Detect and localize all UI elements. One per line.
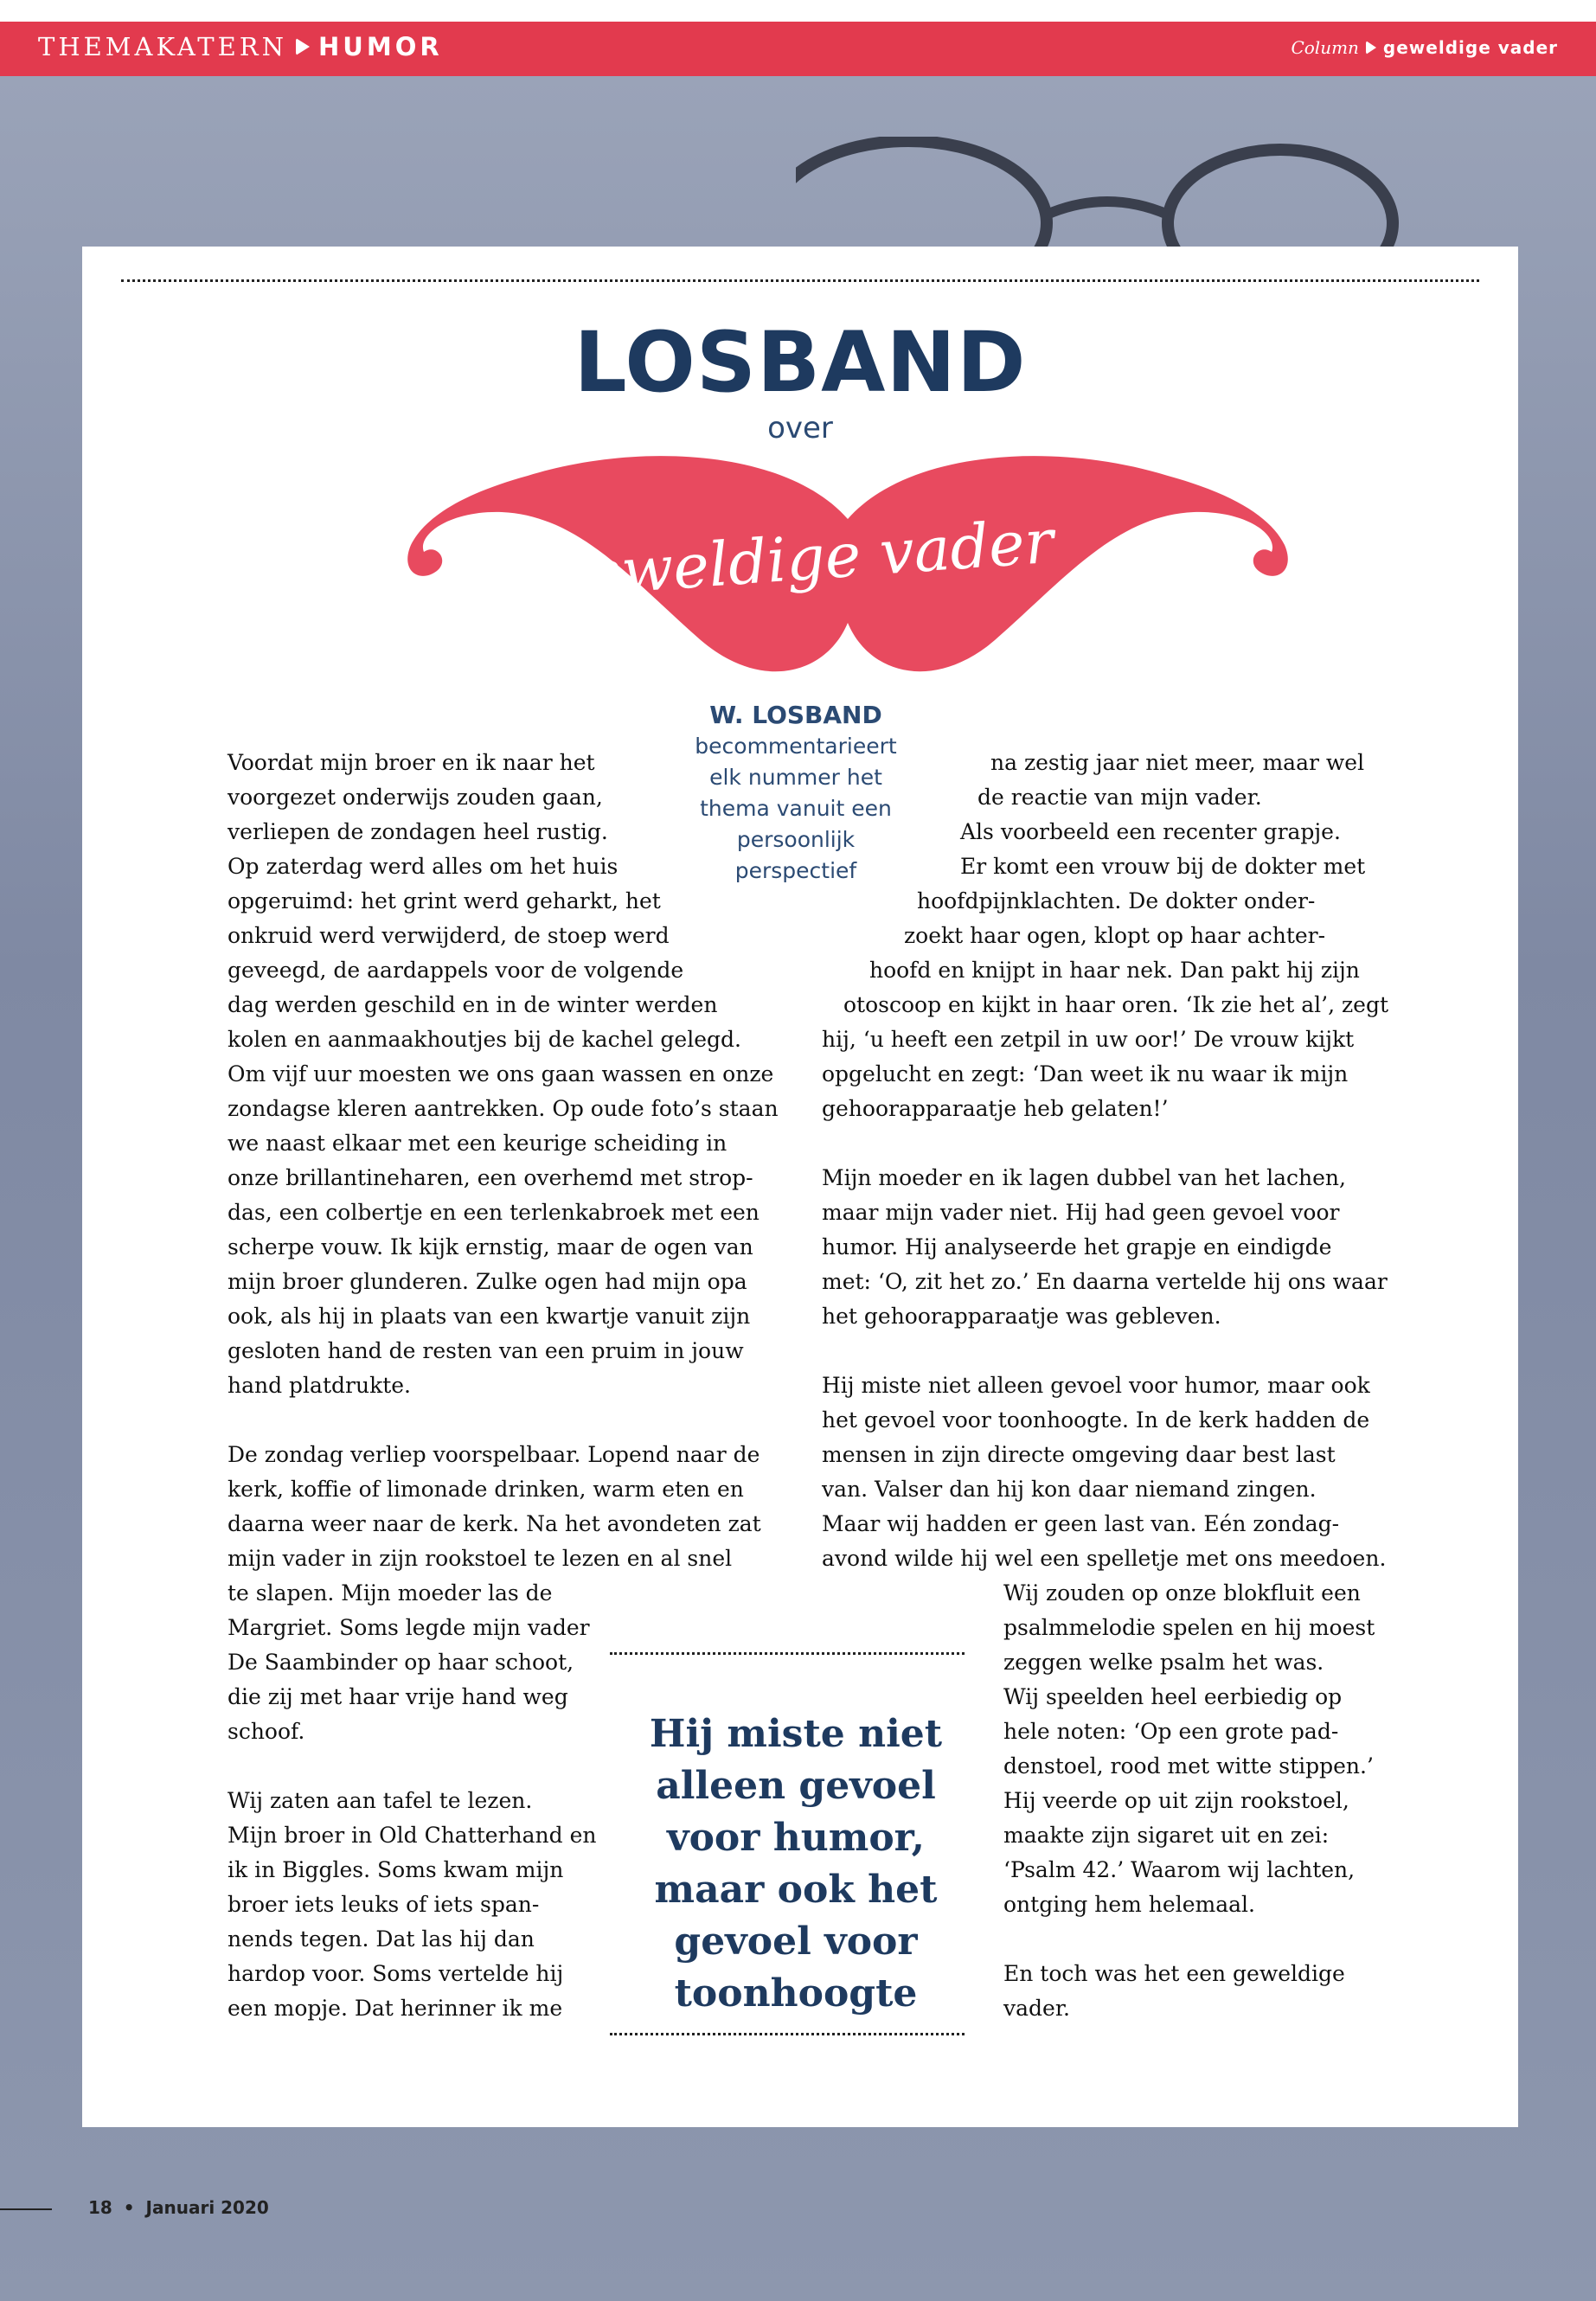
section-header-bar	[0, 22, 1596, 76]
body-text-line: de reactie van mijn vader.	[977, 785, 1262, 810]
body-text-line: Hij miste niet alleen gevoel voor humor, maar ook	[822, 1373, 1370, 1398]
body-text-line: na zestig jaar niet meer, maar wel	[990, 750, 1365, 775]
article-title: LOSBAND	[574, 314, 1027, 411]
paragraph-gap	[228, 1403, 779, 1438]
body-text-line: te slapen. Mijn moeder las de	[228, 1580, 553, 1606]
body-text-line: mijn vader in zijn rookstoel te lezen en al snel	[228, 1546, 733, 1571]
author-line: becommentarieert	[695, 734, 897, 759]
body-text-line: schoof.	[228, 1719, 305, 1744]
body-text-line: das, een colbertje en een terlenkabroek met een	[228, 1200, 760, 1225]
body-text-line: opgeruimd: het grint werd geharkt, het	[228, 888, 661, 913]
body-text-line: Als voorbeeld een recenter grapje.	[960, 819, 1341, 844]
body-text-line: gesloten hand de resten van een pruim in jouw	[228, 1338, 744, 1363]
body-text-line: Er komt een vrouw bij de dokter met	[960, 854, 1366, 879]
body-text-line: daarna weer naar de kerk. Na het avondeten zat	[228, 1511, 761, 1536]
body-text-line: avond wilde hij wel een spelletje met ons meedoen.	[822, 1546, 1387, 1571]
body-text-line: van. Valser dan hij kon daar niemand zingen.	[822, 1477, 1317, 1502]
body-text-line: Hij veerde op uit zijn rookstoel,	[1003, 1788, 1349, 1813]
body-text-line: een mopje. Dat herinner ik me	[228, 1996, 563, 2021]
triangle-marker-icon	[296, 38, 310, 55]
body-text-line: verliepen de zondagen heel rustig.	[228, 819, 608, 844]
body-text-line: psalmmelodie spelen en hij moest	[1003, 1615, 1375, 1640]
body-text-line: zoekt haar ogen, klopt op haar achter-	[904, 923, 1326, 948]
body-text-line: broer iets leuks of iets span-	[228, 1892, 540, 1917]
body-text-line: Wij zaten aan tafel te lezen.	[228, 1788, 533, 1813]
body-text-line: Margriet. Soms legde mijn vader	[228, 1615, 590, 1640]
body-text-line: hand platdrukte.	[228, 1373, 411, 1398]
body-text-line: Wij zouden op onze blokfluit een	[1003, 1580, 1361, 1606]
body-text-line: maakte zijn sigaret uit en zei:	[1003, 1823, 1330, 1848]
body-text-line: dag werden geschild en in de winter werden	[228, 992, 718, 1017]
body-text-line: we naast elkaar met een keurige scheiding in	[228, 1131, 727, 1156]
body-text-line: mijn broer glunderen. Zulke ogen had mijn opa	[228, 1269, 747, 1294]
body-text-line: Wij speelden heel eerbiedig op	[1003, 1684, 1343, 1709]
author-line: elk nummer het	[709, 765, 882, 790]
article-over: over	[767, 411, 833, 445]
body-text-line: het gehoorapparaatje was gebleven.	[822, 1304, 1221, 1329]
divider-top	[121, 279, 1479, 282]
body-text-line: De zondag verliep voorspelbaar. Lopend naar de	[228, 1442, 760, 1467]
body-text-line: ik in Biggles. Soms kwam mijn	[228, 1857, 564, 1882]
body-text-line: onze brillantineharen, een overhemd met strop-	[228, 1165, 753, 1190]
author-line: perspectief	[734, 858, 857, 883]
body-text-line: vader.	[1003, 1996, 1070, 2021]
column-topic: geweldige vader	[1382, 37, 1558, 58]
body-text-line: het gevoel voor toonhoogte. In de kerk hadden de	[822, 1407, 1370, 1433]
footer-rule	[0, 2208, 52, 2210]
body-text-line: Om vijf uur moesten we ons gaan wassen en onze	[228, 1061, 774, 1086]
author-name: W. LOSBAND	[709, 701, 882, 729]
body-text-line: met: ‘O, zit het zo.’ En daarna vertelde hij ons waar	[822, 1269, 1388, 1294]
body-text-line: hoofd en knijpt in haar nek. Dan pakt hij zijn	[869, 958, 1360, 983]
body-text-line: hoofdpijnklachten. De dokter onder-	[917, 888, 1316, 913]
body-text-line: Op zaterdag werd alles om het huis	[228, 854, 619, 879]
pull-quote-divider-top	[610, 1652, 965, 1655]
script-subtitle: geweldige vader	[544, 505, 1056, 612]
body-text-line: En toch was het een geweldige	[1003, 1961, 1345, 1986]
body-text-line: Mijn moeder en ik lagen dubbel van het lachen,	[822, 1165, 1346, 1190]
author-line: thema vanuit een	[700, 796, 892, 821]
body-text-line: hij, ‘u heeft een zetpil in uw oor!’ De vrouw kijkt	[822, 1027, 1355, 1052]
body-text-line: zeggen welke psalm het was.	[1003, 1650, 1324, 1675]
body-text-line: Mijn broer in Old Chatterhand en	[228, 1823, 597, 1848]
paragraph-gap	[822, 1334, 1388, 1368]
author-line: persoonlijk	[736, 827, 856, 852]
pull-quote: Hij miste niet alleen gevoel voor humor, maar ook het gevoel voor toonhoogte	[649, 1712, 943, 2016]
body-text-line: die zij met haar vrije hand weg	[228, 1684, 568, 1709]
body-text-line: maar mijn vader niet. Hij had geen gevoel voor	[822, 1200, 1340, 1225]
section-name: THEMAKATERN	[38, 32, 288, 61]
body-text-line: zondagse kleren aantrekken. Op oude foto’s staan	[228, 1096, 779, 1121]
body-text-line: scherpe vouw. Ik kijk ernstig, maar de ogen van	[228, 1234, 753, 1259]
body-text-line: denstoel, rood met witte stippen.’	[1003, 1753, 1374, 1779]
body-text-line: voorgezet onderwijs zouden gaan,	[228, 785, 603, 810]
triangle-marker-icon	[1366, 41, 1376, 54]
body-text-line: otoscoop en kijkt in haar oren. ‘Ik zie het al’, zegt	[843, 992, 1389, 1017]
body-text-line: opgelucht en zegt: ‘Dan weet ik nu waar ik mijn	[822, 1061, 1349, 1086]
body-text-line: hele noten: ‘Op een grote pad-	[1003, 1719, 1339, 1744]
footer-bullet: •	[123, 2197, 135, 2218]
section-label	[38, 32, 443, 61]
body-text-line: onkruid werd verwijderd, de stoep werd	[228, 923, 670, 948]
category-name: HUMOR	[318, 32, 443, 61]
issue-date: Januari 2020	[145, 2197, 269, 2218]
paragraph-gap	[822, 1126, 1388, 1161]
body-text-line: De Saambinder op haar schoot,	[228, 1650, 574, 1675]
body-text-line: nends tegen. Dat las hij dan	[228, 1926, 535, 1952]
article-card	[82, 247, 1518, 2127]
body-text-line: Maar wij hadden er geen last van. Eén zondag-	[822, 1511, 1340, 1536]
body-text-line: ook, als hij in plaats van een kwartje vanuit zijn	[228, 1304, 751, 1329]
body-text-line: kerk, koffie of limonade drinken, warm eten en	[228, 1477, 744, 1502]
page-footer	[0, 2197, 269, 2218]
body-text-line: gehoorapparaatje heb gelaten!’	[822, 1096, 1169, 1121]
page-number: 18	[87, 2197, 112, 2218]
body-text-line: kolen en aanmaakhoutjes bij de kachel gelegd.	[228, 1027, 741, 1052]
body-text-line: ontging hem helemaal.	[1003, 1892, 1255, 1917]
body-text-line: Voordat mijn broer en ik naar het	[228, 750, 595, 775]
body-text-line: humor. Hij analyseerde het grapje en eindigde	[822, 1234, 1332, 1259]
pull-quote-divider-bottom	[610, 2033, 965, 2035]
body-text-line: mensen in zijn directe omgeving daar best last	[822, 1442, 1336, 1467]
body-text-line: geveegd, de aardappels voor de volgende	[228, 958, 684, 983]
body-text-line: ‘Psalm 42.’ Waarom wij lachten,	[1003, 1857, 1356, 1882]
column-label	[1291, 37, 1558, 58]
body-text-line: hardop voor. Soms vertelde hij	[228, 1961, 564, 1986]
column-type: Column	[1291, 37, 1359, 58]
